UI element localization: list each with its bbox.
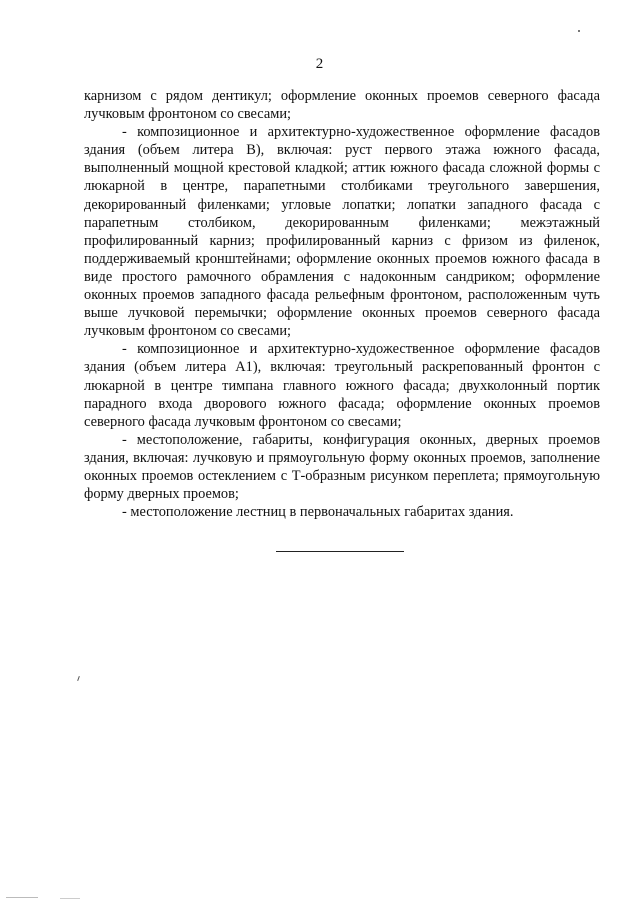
paragraph-continuation: карнизом с рядом дентикул; оформление оконных проемов северного фасада лучковым фронтоном со свесами; [84, 88, 600, 123]
paragraph-facade-volume-v: - композиционное и архитектурно-художественное оформление фасадов здания (объем литера В), включая: руст первого этажа южного фасада, выполненный мощной крестовой кладкой; аттик южного фасада сложной формы с люкарной в центре, парапетными столбиками треугольного завершения, декорированный филенками; угловые лопатки; лопатки западного фасада с парапетным столбиком, декорированным филенками; межэтажный профилированный карниз; профилированный карниз с фризом из филенок, поддерживаемый кронштейнами; оформление оконных проемов южного фасада в виде простого рамочного обрамления с надоконным сандриком; оформление оконных проемов западного фасада рельефным фронтоном, расположенным чуть выше лучковой перемычки; оформление оконных проемов северного фасада лучковым фронтоном со свесами; [84, 124, 600, 340]
scan-edge-artifact [60, 898, 80, 899]
paragraph-facade-volume-a1: - композиционное и архитектурно-художественное оформление фасадов здания (объем литера А1), включая: треугольный раскрепованный фронтон с люкарной в центре тимпана главного южного фасада; двухколонный портик парадного входа дворового южного фасада; оформление оконных проемов северного фасада лучковым фронтоном со свесами; [84, 341, 600, 430]
paragraph-openings: - местоположение, габариты, конфигурация оконных, дверных проемов здания, включая: лучковую и прямоугольную форму оконных проемов, заполнение оконных проемов остеклением с Т-образным рисунком переплета; прямоугольную форму дверных проемов; [84, 431, 600, 503]
scan-speck [578, 30, 580, 32]
end-of-text-divider [276, 551, 404, 552]
document-body [84, 87, 600, 521]
page-number: 2 [315, 56, 324, 72]
scan-edge-artifact [6, 897, 38, 898]
paragraph-stairs: - местоположение лестниц в первоначальных габаритах здания. [122, 504, 514, 521]
scan-speck [77, 676, 80, 681]
